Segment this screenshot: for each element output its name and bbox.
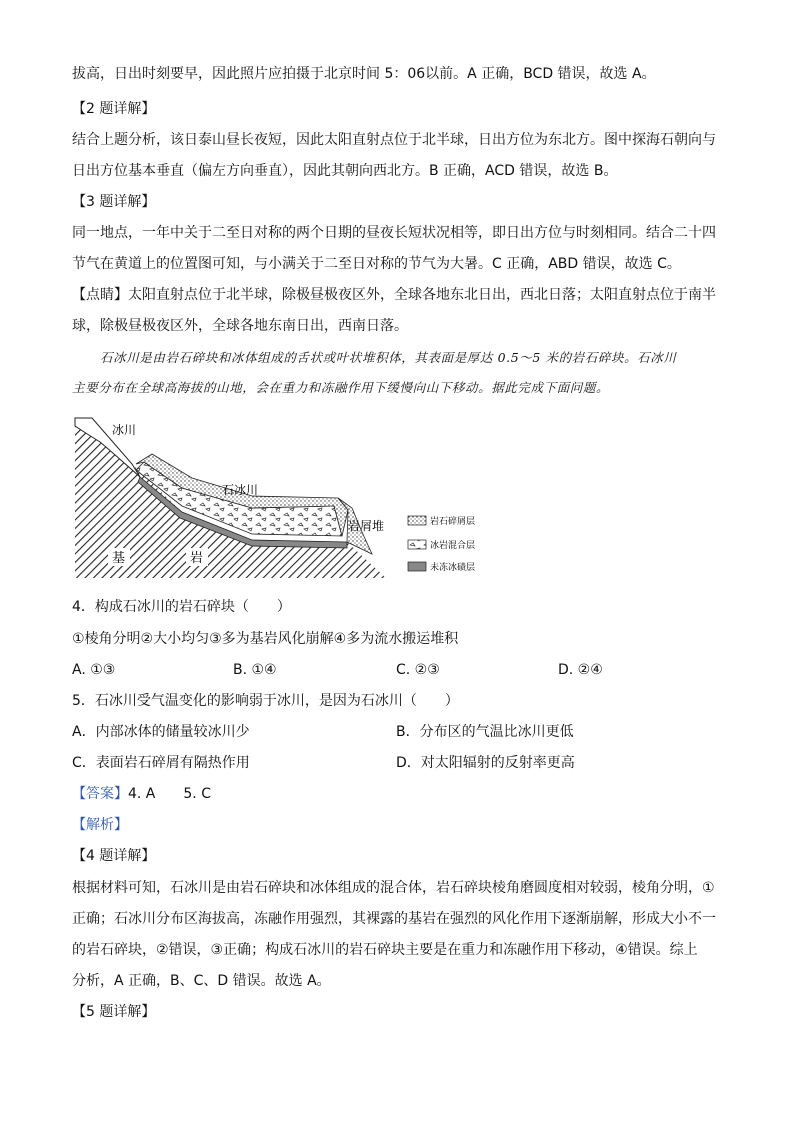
legend-label: 冰岩混合层 — [430, 541, 476, 551]
q4-option-b[interactable]: B. ①④ — [233, 662, 277, 678]
answer-line — [72, 784, 211, 804]
section-header: 【2 题详解】 — [72, 101, 156, 117]
text-line: 日出方位基本垂直（偏左方向垂直），因此其朝向西北方。B 正确，ACD 错误，故选 B。 — [72, 163, 618, 179]
text-line: 正确；石冰川分布区海拔高，冻融作用强烈，其裸露的基岩在强烈的风化作用下逐渐崩解，形成大小不一 — [72, 911, 716, 927]
section-header: 【5 题详解】 — [72, 1004, 156, 1020]
text-line: 结合上题分析，该日泰山昼长夜短，因此太阳直射点位于北半球，日出方位为东北方。图中探海石朝向与 — [72, 132, 716, 148]
q5-option-d[interactable]: D．对太阳辐射的反射率更高 — [396, 755, 575, 771]
text-line: 的岩石碎块，②错误，③正确；构成石冰川的岩石碎块主要是在重力和冻融作用下移动，④错误。综上 — [72, 942, 698, 958]
q5-option-b[interactable]: B．分布区的气温比冰川更低 — [396, 724, 574, 740]
text-line: 根据材料可知，石冰川是由岩石碎块和冰体组成的混合体，岩石碎块棱角磨圆度相对较弱，棱角分明，① — [72, 880, 715, 896]
diagram-svg — [72, 412, 512, 582]
q5-option-c[interactable]: C．表面岩石碎屑有隔热作用 — [72, 755, 250, 771]
answer-tag: 【答案】 — [72, 786, 128, 802]
rock-glacier-diagram — [72, 412, 512, 582]
legend-swatch-till — [408, 562, 426, 571]
q5-option-a[interactable]: A．内部冰体的储量较冰川少 — [72, 724, 250, 740]
label-debris-pile: 岩屑堆 — [348, 519, 385, 533]
tip-line: 【点睛】太阳直射点位于北半球，除极昼极夜区外，全球各地东北日出，西北日落；太阳直射点位于南半 — [72, 287, 716, 303]
section-header: 【4 题详解】 — [72, 848, 156, 864]
label-rock: 岩 — [190, 551, 204, 566]
material-intro: 主要分布在全球高海拔的山地，会在重力和冻融作用下缓慢向山下移动。据此完成下面问题。 — [72, 380, 610, 395]
legend-swatch-mixed — [408, 540, 426, 549]
legend-swatch-debris — [408, 516, 426, 525]
text-line: 球，除极昼极夜区外，全球各地东南日出，西南日落。 — [72, 318, 408, 334]
legend-label: 岩石碎屑层 — [430, 517, 476, 527]
question-4-stem: 4．构成石冰川的岩石碎块（ ） — [72, 599, 291, 615]
q4-option-d[interactable]: D. ②④ — [558, 662, 603, 678]
q4-option-a[interactable]: A. ①③ — [72, 662, 116, 678]
question-4-items: ①棱角分明②大小均匀③多为基岩风化崩解④多为流水搬运堆积 — [72, 631, 459, 647]
label-glacier: 冰川 — [112, 423, 137, 437]
material-intro: 石冰川是由岩石碎块和冰体组成的舌状或叶状堆积体，其表面是厚达 0.5～5 米的岩石碎块。石冰川 — [100, 350, 677, 365]
label-rock-glacier: 石冰川 — [222, 483, 259, 497]
answer-text: 4. A 5. C — [128, 786, 211, 802]
label-base: 基 — [112, 551, 126, 566]
section-header: 【3 题详解】 — [72, 194, 156, 210]
question-5-stem: 5．石冰川受气温变化的影响弱于冰川，是因为石冰川（ ） — [72, 693, 459, 709]
text-line: 分析，A 正确，B、C、D 错误。故选 A。 — [72, 973, 331, 989]
text-line: 同一地点，一年中关于二至日对称的两个日期的昼夜长短状况相等，即日出方位与时刻相同。结合二十四 — [72, 225, 716, 241]
text-line: 节气在黄道上的位置图可知，与小满关于二至日对称的节气为大暑。C 正确，ABD 错误，故选 C。 — [72, 256, 681, 272]
legend-label: 未冻冰碛层 — [430, 563, 476, 573]
analysis-tag: 【解析】 — [72, 817, 128, 833]
text-line: 拔高，日出时刻要早，因此照片应拍摄于北京时间 5：06以前。A 正确，BCD 错误，故选 A。 — [72, 66, 656, 82]
q4-option-c[interactable]: C. ②③ — [396, 662, 440, 678]
